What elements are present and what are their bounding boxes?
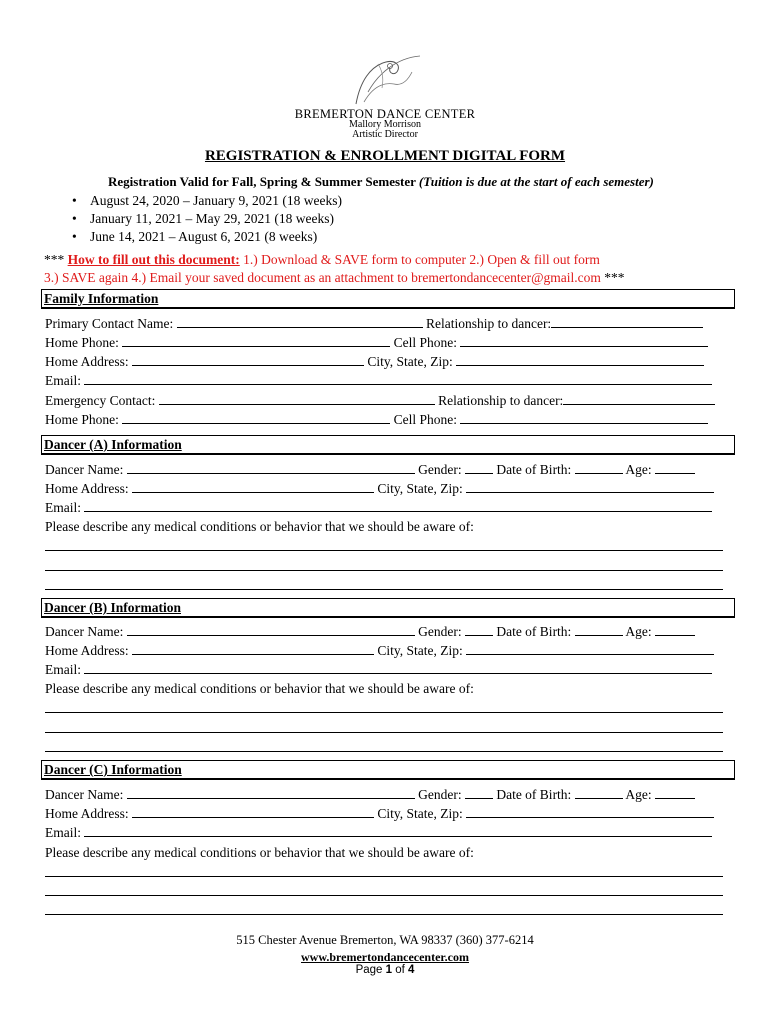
email-label: Email: (45, 825, 81, 840)
gender-label: Gender: (418, 624, 462, 639)
email-label: Email: (45, 662, 81, 677)
relationship2-field[interactable] (563, 392, 715, 405)
family-section-title: Family Information (42, 290, 734, 308)
dancer-logo-icon (338, 52, 434, 112)
dancer-c-address-row (45, 804, 714, 823)
dancer-b-title: Dancer (B) Information (42, 599, 734, 617)
cell-phone-label: Cell Phone: (393, 335, 457, 350)
validity-lead: Registration Valid for Fall, Spring & Summer Semester (108, 174, 416, 189)
dancer-c-title: Dancer (C) Information (42, 761, 734, 779)
home-phone2-row (45, 410, 708, 429)
dancer-c-age-field[interactable] (655, 786, 695, 799)
validity-line (108, 174, 654, 190)
dancer-a-email-row (45, 498, 712, 517)
home-address-field[interactable] (132, 353, 364, 366)
dancer-a-section (41, 435, 735, 455)
home-phone2-field[interactable] (122, 411, 390, 424)
dancer-b-medical-line[interactable] (45, 732, 723, 733)
page-indicator (0, 964, 770, 976)
page-of: of (395, 964, 405, 976)
dancer-b-gender-field[interactable] (465, 623, 493, 636)
email-row (45, 371, 712, 390)
dancer-c-medical-line[interactable] (45, 895, 723, 896)
dancer-c-email-field[interactable] (84, 824, 712, 837)
home-phone-field[interactable] (122, 334, 390, 347)
city-state-zip-label: City, State, Zip: (377, 643, 463, 658)
page-total: 4 (408, 964, 415, 976)
director-block (0, 120, 770, 140)
dancer-a-medical-line[interactable] (45, 550, 723, 551)
dancer-a-city-field[interactable] (466, 480, 714, 493)
city-state-zip-label: City, State, Zip: (377, 481, 463, 496)
org-name: BREMERTON DANCE CENTER (294, 107, 476, 121)
primary-contact-label: Primary Contact Name: (45, 316, 174, 331)
dancer-c-medical-prompt: Please describe any medical conditions or behavior that we should be aware of: (45, 845, 474, 860)
dancer-b-dob-field[interactable] (575, 623, 623, 636)
home-phone-label: Home Phone: (45, 335, 119, 350)
form-title: REGISTRATION & ENROLLMENT DIGITAL FORM (204, 148, 566, 164)
footer-website-link[interactable]: www.bremertondancecenter.com (301, 950, 469, 964)
instructions-stars-close: *** (604, 270, 625, 285)
validity-note: (Tuition is due at the start of each semester) (418, 174, 654, 189)
relationship2-label: Relationship to dancer: (438, 393, 564, 408)
dancer-c-name-row (45, 785, 695, 804)
dancer-a-age-field[interactable] (655, 461, 695, 474)
dancer-c-medical-line[interactable] (45, 876, 723, 877)
dancer-c-medical-line[interactable] (45, 914, 723, 915)
primary-contact-row (45, 314, 703, 333)
dancer-c-name-field[interactable] (127, 786, 415, 799)
dancer-b-email-row (45, 660, 712, 679)
email-label: Email: (45, 373, 81, 388)
session-item: • August 24, 2020 – January 9, 2021 (18 weeks) (72, 192, 342, 210)
home-address-label: Home Address: (45, 806, 129, 821)
dancer-a-medical-line[interactable] (45, 589, 723, 590)
email-label: Email: (45, 500, 81, 515)
home-phone-row (45, 333, 708, 352)
dob-label: Date of Birth: (496, 787, 572, 802)
director-name: Mallory Morrison (349, 119, 421, 130)
dancer-b-medical-prompt: Please describe any medical conditions or behavior that we should be aware of: (45, 681, 474, 696)
home-address-row (45, 352, 704, 371)
page-current: 1 (385, 964, 393, 976)
dancer-c-city-field[interactable] (466, 805, 714, 818)
relationship-label: Relationship to dancer: (425, 316, 552, 331)
session-list (72, 192, 342, 246)
dob-label: Date of Birth: (496, 462, 572, 477)
age-label: Age: (625, 787, 652, 802)
family-section (41, 289, 735, 309)
footer-address: 515 Chester Avenue Bremerton, WA 98337 (360) 377-6214 (236, 933, 534, 947)
dancer-a-name-field[interactable] (127, 461, 415, 474)
dancer-b-address-field[interactable] (132, 642, 374, 655)
dancer-c-dob-field[interactable] (575, 786, 623, 799)
dancer-name-label: Dancer Name: (45, 462, 124, 477)
dancer-a-medical-prompt: Please describe any medical conditions or behavior that we should be aware of: (45, 519, 474, 534)
instructions-stars-open: *** (44, 252, 65, 267)
cell-phone2-field[interactable] (460, 411, 708, 424)
dancer-a-medical-line[interactable] (45, 570, 723, 571)
instructions-line2: 3.) SAVE again 4.) Email your saved document as an attachment to bremertondancecenter@gmail.com (44, 270, 601, 285)
email-field[interactable] (84, 372, 712, 385)
relationship-field[interactable] (551, 315, 703, 328)
dancer-a-address-row (45, 479, 714, 498)
dancer-b-email-field[interactable] (84, 661, 712, 674)
emergency-contact-label: Emergency Contact: (45, 393, 156, 408)
city-state-zip-label: City, State, Zip: (367, 354, 453, 369)
director-title: Artistic Director (352, 129, 418, 140)
dancer-b-medical-line[interactable] (45, 712, 723, 713)
dancer-b-city-field[interactable] (466, 642, 714, 655)
age-label: Age: (625, 462, 652, 477)
home-phone2-label: Home Phone: (45, 412, 119, 427)
city-state-zip-field[interactable] (456, 353, 704, 366)
cell-phone-field[interactable] (460, 334, 708, 347)
gender-label: Gender: (418, 787, 462, 802)
primary-contact-field[interactable] (177, 315, 423, 328)
home-address-label: Home Address: (45, 643, 129, 658)
instructions (44, 251, 625, 287)
dob-label: Date of Birth: (496, 624, 572, 639)
dancer-b-age-field[interactable] (655, 623, 695, 636)
cell-phone2-label: Cell Phone: (393, 412, 457, 427)
instructions-heading: How to fill out this document: (67, 252, 240, 267)
dancer-b-name-field[interactable] (127, 623, 415, 636)
session-item: • June 14, 2021 – August 6, 2021 (8 weeks) (72, 228, 342, 246)
gender-label: Gender: (418, 462, 462, 477)
dancer-b-medical-line[interactable] (45, 751, 723, 752)
page-word: Page (355, 964, 383, 976)
dancer-c-section (41, 760, 735, 780)
dancer-a-address-field[interactable] (132, 480, 374, 493)
age-label: Age: (625, 624, 652, 639)
dancer-c-email-row (45, 823, 712, 842)
dancer-b-address-row (45, 641, 714, 660)
dancer-a-name-row (45, 460, 695, 479)
dancer-name-label: Dancer Name: (45, 787, 124, 802)
dancer-a-email-field[interactable] (84, 499, 712, 512)
home-address-label: Home Address: (45, 354, 129, 369)
dancer-c-gender-field[interactable] (465, 786, 493, 799)
home-address-label: Home Address: (45, 481, 129, 496)
dancer-b-section (41, 598, 735, 618)
session-item: • January 11, 2021 – May 29, 2021 (18 weeks) (72, 210, 342, 228)
city-state-zip-label: City, State, Zip: (377, 806, 463, 821)
instructions-line1: 1.) Download & SAVE form to computer 2.) Open & fill out form (243, 252, 600, 267)
dancer-a-gender-field[interactable] (465, 461, 493, 474)
dancer-a-title: Dancer (A) Information (42, 436, 734, 454)
dancer-name-label: Dancer Name: (45, 624, 124, 639)
dancer-a-dob-field[interactable] (575, 461, 623, 474)
emergency-contact-row (45, 391, 715, 410)
dancer-b-name-row (45, 622, 695, 641)
emergency-contact-field[interactable] (159, 392, 435, 405)
dancer-c-address-field[interactable] (132, 805, 374, 818)
